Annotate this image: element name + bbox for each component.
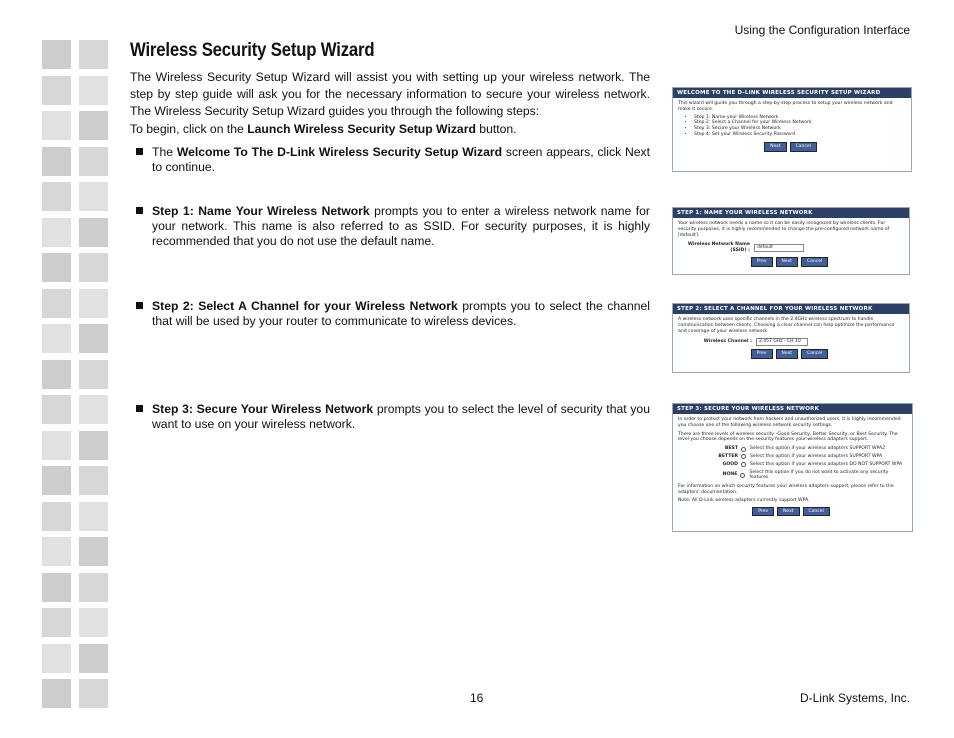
radio-icon[interactable] [741, 447, 746, 452]
screen-text: In order to protect your network from hackers and unauthorized users, it is highly recommended you choose one of the following wireless network security settings. [678, 417, 901, 428]
bullet-welcome [136, 145, 650, 175]
bullet-bold: Step 2: Select A Channel for your Wireless Network [152, 299, 458, 313]
decorative-square [79, 644, 108, 673]
option-desc: Select this option if your wireless adapters DO NOT SUPPORT WPA [750, 461, 903, 467]
security-option-good[interactable] [678, 462, 907, 468]
next-button[interactable]: Next [764, 142, 786, 152]
company-name: D-Link Systems, Inc. [799, 691, 910, 705]
screen-text: Your wireless network needs a name so it can be easily recognized by wireless clients. For security purposes, it is highly recommended to change the pre-configured network name of [default]. [678, 221, 890, 238]
decorative-square [79, 360, 108, 389]
bullet-post: prompts you to enter a wireless network name for your network. This name is also referred to as SSID. For security purposes, it is highly recommended that you do not use the default name. [152, 204, 650, 248]
decorative-square [42, 253, 71, 282]
decorative-square [42, 76, 71, 105]
decorative-square [79, 679, 108, 708]
radio-icon[interactable] [740, 473, 745, 478]
decorative-square [42, 679, 71, 708]
intro-paragraph: The Wireless Security Setup Wizard will assist you with setting up your wireless network. The step by step guide will ask you for the necessary information to secure your wireless network. The Wireless Security Setup Wizard guides you through the following steps: [130, 70, 650, 118]
option-desc: Select this option if you do not want to activate any security features [749, 469, 889, 481]
screen-title: STEP 3: SECURE YOUR WIRELESS NETWORK [673, 404, 912, 414]
decorative-square [42, 431, 71, 460]
radio-icon[interactable] [741, 454, 746, 459]
option-label: BEST [724, 446, 738, 452]
cancel-button[interactable]: Cancel [801, 257, 828, 267]
channel-label: Wireless Channel : [703, 339, 752, 345]
ssid-input[interactable]: default [754, 244, 804, 252]
decorative-square [42, 573, 71, 602]
bullet-pre: The [152, 145, 177, 159]
security-option-best[interactable] [678, 446, 907, 452]
bullet-bold: Step 1: Name Your Wireless Network [152, 204, 370, 218]
bullet-square-icon [136, 405, 143, 412]
decorative-square [42, 289, 71, 318]
step3-screenshot [672, 403, 913, 532]
prev-button[interactable]: Prev [752, 507, 774, 517]
security-option-none[interactable] [678, 470, 907, 482]
ssid-label: Wireless Network Name (SSID) : [687, 242, 750, 254]
step2-screenshot [672, 303, 910, 373]
next-button[interactable]: Next [776, 257, 798, 267]
decorative-square [79, 289, 108, 318]
decorative-square [79, 466, 108, 495]
step1-screenshot [672, 207, 910, 275]
bullet-post: screen appears, click Next to continue. [152, 145, 651, 174]
list-item: • Step 1: Name your Wireless Network [694, 115, 906, 121]
decorative-square [42, 608, 71, 637]
decorative-square [42, 360, 71, 389]
begin-post: button. [475, 122, 517, 136]
decorative-square [42, 182, 71, 211]
decorative-square [42, 324, 71, 353]
radio-icon[interactable] [741, 462, 746, 467]
decorative-square [79, 573, 108, 602]
screen-text: This wizard will guide you through a step-by-step process to setup your wireless network and make it secure. [678, 101, 893, 112]
bullet-square-icon [136, 207, 143, 214]
option-label: NONE [722, 472, 738, 478]
decorative-square [42, 111, 71, 140]
screen-title: STEP 2: SELECT A CHANNEL FOR YOUR WIRELESS NETWORK [673, 304, 909, 314]
prev-button[interactable]: Prev [751, 257, 773, 267]
option-label: GOOD [722, 461, 738, 467]
begin-instruction [130, 121, 650, 138]
bullet-step1 [136, 204, 650, 249]
cancel-button[interactable]: Cancel [790, 142, 817, 152]
welcome-screenshot [672, 87, 912, 172]
bullet-post: prompts you to select the level of security that you want to use on your wireless network. [152, 402, 650, 431]
launch-wizard-label: Launch Wireless Security Setup Wizard [247, 122, 476, 136]
page-number: 16 [470, 691, 484, 705]
bullet-step2 [136, 299, 650, 329]
option-label: BETTER [718, 453, 738, 459]
decorative-square [79, 502, 108, 531]
list-item: • Step 2: Select a Channel for your Wireless Network [694, 120, 906, 126]
next-button[interactable]: Next [777, 507, 799, 517]
list-item: • Step 3: Secure your Wireless Network [694, 126, 906, 132]
bullet-bold: Welcome To The D-Link Wireless Security Setup Wizard [176, 145, 503, 159]
decorative-square [79, 111, 108, 140]
decorative-square [79, 147, 108, 176]
decorative-square [79, 40, 108, 69]
screen-text: Note: All D-Link wireless adapters currently support WPA. [678, 497, 810, 503]
decorative-square [79, 395, 108, 424]
decorative-square [79, 431, 108, 460]
decorative-square [42, 40, 71, 69]
next-button[interactable]: Next [776, 349, 798, 359]
decorative-square [42, 537, 71, 566]
begin-pre: To begin, click on the [130, 122, 248, 136]
bullet-bold: Step 3: Secure Your Wireless Network [152, 402, 374, 416]
section-header: Using the Configuration Interface [734, 23, 910, 37]
screen-text: A wireless network uses specific channels in the 2.4GHz wireless spectrum to handle communication between clients. Choosing a clear channel can help optimize the performance and coverage of your wireless network. [678, 317, 895, 334]
bullet-step3 [136, 402, 650, 432]
decorative-square [79, 182, 108, 211]
screen-title: WELCOME TO THE D-LINK WIRELESS SECURITY SETUP WIZARD [673, 88, 911, 98]
prev-button[interactable]: Prev [751, 349, 773, 359]
list-item: • Step 4: Set your Wireless Security Password [694, 132, 906, 138]
bullet-square-icon [136, 302, 143, 309]
decorative-square [79, 324, 108, 353]
decorative-square [42, 644, 71, 673]
decorative-square [79, 76, 108, 105]
decorative-square [42, 147, 71, 176]
page-title: Wireless Security Setup Wizard [130, 40, 375, 61]
decorative-square [79, 253, 108, 282]
cancel-button[interactable]: Cancel [801, 349, 828, 359]
decorative-square [42, 395, 71, 424]
decorative-square [79, 608, 108, 637]
decorative-square [79, 537, 108, 566]
screen-text: For information on which security features your wireless adapters support, please refer to the adapters' documentation. [678, 484, 894, 495]
screen-text: There are three levels of wireless security -Good Security, Better Security, or Best Security. The level you choose depends on the security features your wireless adapters support. [678, 431, 898, 443]
security-option-better[interactable] [678, 454, 907, 460]
option-desc: Select this option if your wireless adapters SUPPORT WPA2 [750, 446, 886, 452]
channel-select[interactable]: 2.457 GHz - CH 10 [756, 338, 808, 346]
cancel-button[interactable]: Cancel [803, 507, 830, 517]
bullet-square-icon [136, 148, 143, 155]
decorative-square [42, 502, 71, 531]
option-desc: Select this option if your wireless adapters SUPPORT WPA [750, 453, 883, 459]
decorative-square [42, 218, 71, 247]
screen-title: STEP 1: NAME YOUR WIRELESS NETWORK [673, 208, 909, 218]
bullet-post: prompts you to select the channel that will be used by your router to communicate to wireless devices. [152, 299, 650, 328]
decorative-square [79, 218, 108, 247]
decorative-square [42, 466, 71, 495]
